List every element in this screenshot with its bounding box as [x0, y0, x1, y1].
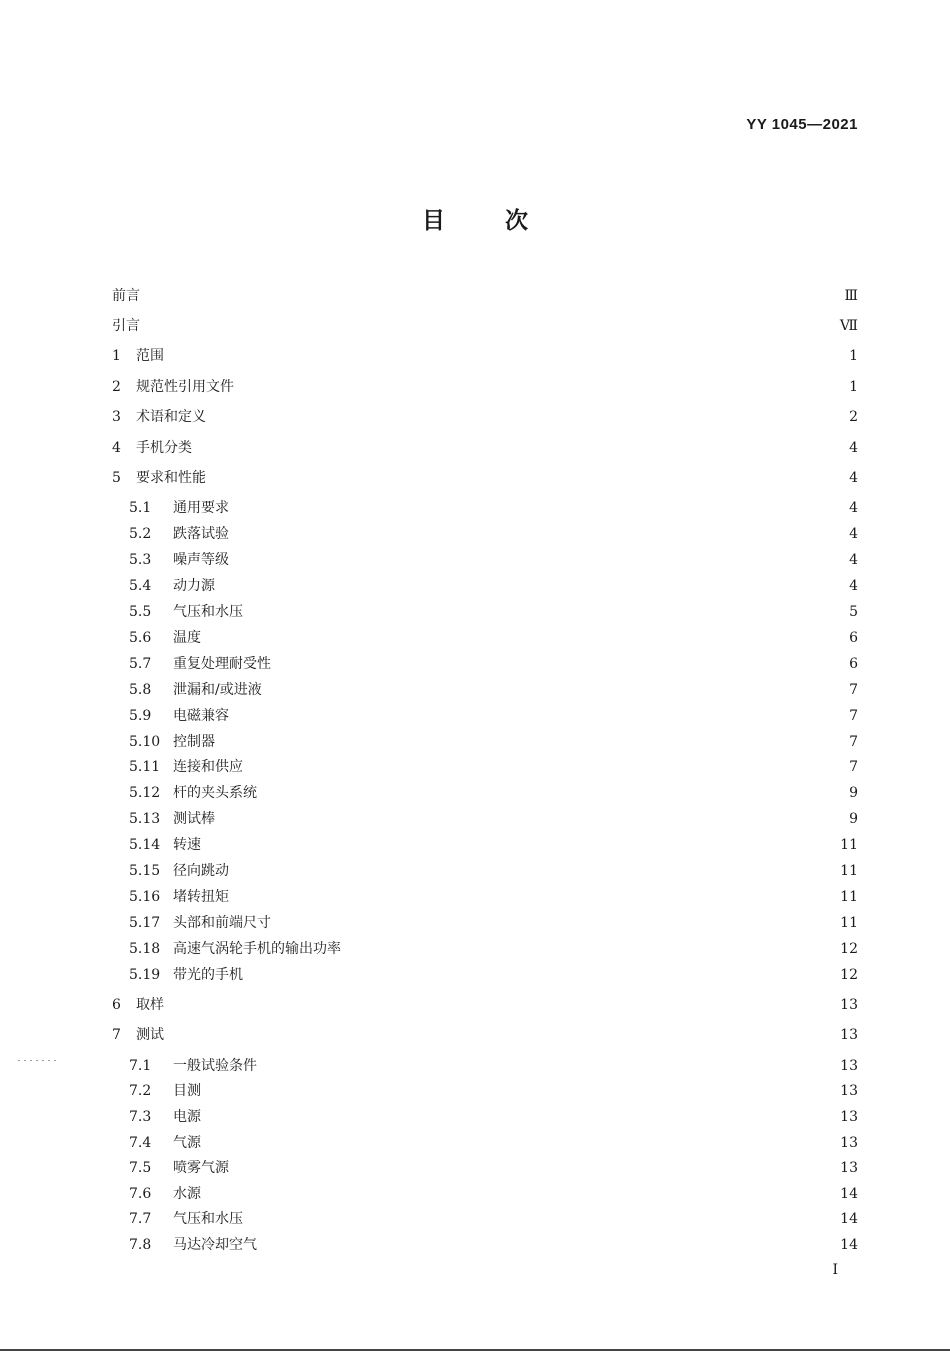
- dot-leader: [170, 346, 842, 366]
- toc-entry-title: 噪声等级: [173, 552, 229, 568]
- dot-leader: [170, 995, 834, 1015]
- toc-entry-title: 目测: [173, 1083, 201, 1099]
- page-number: I: [832, 1262, 838, 1278]
- toc-entry-title: 转速: [173, 837, 201, 853]
- dot-leader: [207, 835, 834, 855]
- toc-entry-title: 控制器: [173, 734, 215, 750]
- toc-entry[interactable]: [112, 1133, 858, 1153]
- toc-entry[interactable]: [112, 783, 858, 803]
- toc-entry-number: 5.2: [129, 526, 152, 542]
- toc-entry-page: 13: [840, 997, 858, 1013]
- toc-entry-number: 5.19: [129, 967, 161, 983]
- toc-entry-number: 7.2: [129, 1083, 152, 1099]
- toc-entry-title: 术语和定义: [136, 409, 206, 425]
- dot-leader: [263, 783, 842, 803]
- toc-entry[interactable]: [112, 468, 858, 488]
- dot-leader: [235, 498, 842, 518]
- toc-entry[interactable]: [112, 576, 858, 596]
- toc-entry[interactable]: [112, 654, 858, 674]
- dot-leader: [221, 809, 842, 829]
- dot-leader: [207, 628, 842, 648]
- dot-leader: [235, 550, 842, 570]
- toc-entry-number: 5: [112, 470, 121, 486]
- toc-entry-number: 7: [112, 1027, 121, 1043]
- dot-leader: [212, 468, 842, 488]
- dot-leader: [235, 706, 842, 726]
- toc-entry-page: 4: [849, 552, 858, 568]
- toc-entry-title: 通用要求: [173, 500, 229, 516]
- toc-entry-page: 9: [849, 811, 858, 827]
- toc-entry[interactable]: [112, 316, 858, 336]
- toc-entry[interactable]: [112, 1158, 858, 1178]
- toc-entry-number: 5.9: [129, 708, 152, 724]
- toc-entry-page: 7: [849, 682, 858, 698]
- toc-entry-page: 14: [840, 1211, 858, 1227]
- toc-entry-number: 5.17: [129, 915, 161, 931]
- toc-entry-number: 4: [112, 440, 121, 456]
- toc-entry-number: 7.4: [129, 1135, 152, 1151]
- toc-entry-page: 7: [849, 759, 858, 775]
- toc-entry[interactable]: [112, 602, 858, 622]
- toc-entry-number: 5.8: [129, 682, 152, 698]
- toc-entry-title: 头部和前端尺寸: [173, 915, 271, 931]
- dot-leader: [235, 524, 842, 544]
- toc-entry-number: 7.7: [129, 1211, 152, 1227]
- toc-entry-title: 电磁兼容: [173, 708, 229, 724]
- dot-leader: [207, 1133, 834, 1153]
- toc-entry-title: 取样: [136, 997, 164, 1013]
- toc-entry-number: 5.4: [129, 578, 152, 594]
- toc-entry-number: 5.6: [129, 630, 152, 646]
- toc-entry-page: 13: [840, 1083, 858, 1099]
- dot-leader: [207, 1184, 834, 1204]
- toc-entry[interactable]: [112, 377, 858, 397]
- toc-entry-number: 7.8: [129, 1237, 152, 1253]
- dot-leader: [146, 286, 838, 306]
- toc-entry-number: 1: [112, 348, 121, 364]
- toc-entry-number: 7.1: [129, 1058, 152, 1074]
- toc-entry-page: 13: [840, 1027, 858, 1043]
- toc-entry-title: 一般试验条件: [173, 1058, 257, 1074]
- toc-entry[interactable]: [112, 913, 858, 933]
- toc-entry[interactable]: [112, 1081, 858, 1101]
- scan-artifact: [18, 1060, 58, 1061]
- dot-leader: [277, 654, 842, 674]
- toc-entry-title: 重复处理耐受性: [173, 656, 271, 672]
- toc-entry-number: 5.12: [129, 785, 161, 801]
- toc-entry-title: 高速气涡轮手机的输出功率: [173, 941, 341, 957]
- toc-entry-number: 5.1: [129, 500, 152, 516]
- toc-entry[interactable]: [112, 524, 858, 544]
- dot-leader: [235, 861, 834, 881]
- toc-entry-page: 13: [840, 1109, 858, 1125]
- toc-entry-number: 7.5: [129, 1160, 152, 1176]
- toc-entry-number: 5.10: [129, 734, 161, 750]
- dot-leader: [240, 377, 842, 397]
- toc-entry[interactable]: [112, 1025, 858, 1045]
- dot-leader: [263, 1235, 834, 1255]
- toc-entry-title: 电源: [173, 1109, 201, 1125]
- toc-entry[interactable]: [112, 346, 858, 366]
- toc-entry-title: 泄漏和/或进液: [173, 682, 262, 698]
- toc-entry[interactable]: [112, 407, 858, 427]
- toc-entry-number: 5.5: [129, 604, 152, 620]
- toc-entry[interactable]: [112, 809, 858, 829]
- dot-leader: [146, 316, 834, 336]
- dot-leader: [170, 1025, 834, 1045]
- toc-entry-number: 5.11: [129, 759, 161, 775]
- toc-entry-page: 1: [849, 348, 858, 364]
- toc-entry[interactable]: [112, 1184, 858, 1204]
- toc-entry-title: 跌落试验: [173, 526, 229, 542]
- toc-entry-page: Ⅲ: [844, 288, 858, 304]
- toc-entry-title: 测试: [136, 1027, 164, 1043]
- toc-entry-page: 4: [849, 440, 858, 456]
- dot-leader: [207, 1081, 834, 1101]
- toc-entry-title: 气源: [173, 1135, 201, 1151]
- toc-entry[interactable]: [112, 995, 858, 1015]
- page-bottom-edge: [0, 1349, 950, 1351]
- toc-entry-page: 1: [849, 379, 858, 395]
- toc-entry-number: 6: [112, 997, 121, 1013]
- dot-leader: [221, 732, 842, 752]
- toc-entry-page: 12: [840, 941, 858, 957]
- toc-entry-page: 4: [849, 470, 858, 486]
- toc-entry-title: 堵转扭矩: [173, 889, 229, 905]
- toc-entry-number: 5.15: [129, 863, 161, 879]
- toc-entry-page: 7: [849, 708, 858, 724]
- toc-entry-title: 喷雾气源: [173, 1160, 229, 1176]
- title-char-1: 目: [422, 208, 445, 234]
- toc-entry[interactable]: [112, 861, 858, 881]
- toc-entry[interactable]: [112, 887, 858, 907]
- dot-leader: [277, 913, 834, 933]
- toc-entry[interactable]: [112, 628, 858, 648]
- toc-entry-number: 5.7: [129, 656, 152, 672]
- toc-entry[interactable]: [112, 438, 858, 458]
- dot-leader: [249, 602, 842, 622]
- toc-entry-page: 2: [849, 409, 858, 425]
- toc-entry-page: 11: [840, 837, 858, 853]
- toc-entry-page: 13: [840, 1135, 858, 1151]
- dot-leader: [263, 1056, 834, 1076]
- dot-leader: [221, 576, 842, 596]
- toc-entry[interactable]: [112, 732, 858, 752]
- toc-entry-title: 前言: [112, 288, 140, 304]
- toc-entry[interactable]: [112, 757, 858, 777]
- toc-entry[interactable]: [112, 965, 858, 985]
- toc-entry-title: 范围: [136, 348, 164, 364]
- toc-entry-title: 引言: [112, 318, 140, 334]
- toc-entry[interactable]: [112, 498, 858, 518]
- toc-entry-title: 要求和性能: [136, 470, 206, 486]
- toc-entry-title: 水源: [173, 1186, 201, 1202]
- toc-entry-title: 杆的夹头系统: [173, 785, 257, 801]
- toc-entry-page: 4: [849, 526, 858, 542]
- toc-entry-page: 5: [849, 604, 858, 620]
- toc-entry-page: 13: [840, 1160, 858, 1176]
- dot-leader: [212, 407, 842, 427]
- dot-leader: [235, 887, 834, 907]
- toc-entry[interactable]: [112, 1235, 858, 1255]
- toc-entry-page: 9: [849, 785, 858, 801]
- toc-entry[interactable]: [112, 550, 858, 570]
- toc-entry-title: 马达冷却空气: [173, 1237, 257, 1253]
- toc-entry-page: 6: [849, 630, 858, 646]
- dot-leader: [249, 965, 834, 985]
- dot-leader: [235, 1158, 834, 1178]
- toc-entry-title: 带光的手机: [173, 967, 243, 983]
- toc-entry-number: 3: [112, 409, 121, 425]
- toc-entry-title: 规范性引用文件: [136, 379, 234, 395]
- toc-entry-page: 11: [840, 915, 858, 931]
- dot-leader: [249, 757, 842, 777]
- toc-entry-page: 13: [840, 1058, 858, 1074]
- toc-entry-page: 4: [849, 578, 858, 594]
- toc-entry-number: 7.3: [129, 1109, 152, 1125]
- toc-entry-number: 5.16: [129, 889, 161, 905]
- toc-entry-number: 5.14: [129, 837, 161, 853]
- toc-entry-title: 温度: [173, 630, 201, 646]
- toc-entry-page: 12: [840, 967, 858, 983]
- toc-entry-number: 7.6: [129, 1186, 152, 1202]
- toc-entry-title: 手机分类: [136, 440, 192, 456]
- dot-leader: [249, 1209, 834, 1229]
- toc-entry[interactable]: [112, 680, 858, 700]
- toc-entry[interactable]: [112, 835, 858, 855]
- toc-entry[interactable]: [112, 1107, 858, 1127]
- title-char-2: 次: [505, 208, 528, 234]
- toc-entry-page: 6: [849, 656, 858, 672]
- toc-entry-page: 11: [840, 889, 858, 905]
- toc-entry-page: 11: [840, 863, 858, 879]
- toc-entry-title: 动力源: [173, 578, 215, 594]
- toc-entry-number: 5.13: [129, 811, 161, 827]
- page-title: [0, 202, 950, 235]
- toc-entry-title: 连接和供应: [173, 759, 243, 775]
- toc-entry-title: 气压和水压: [173, 1211, 243, 1227]
- toc-entry-page: 4: [849, 500, 858, 516]
- dot-leader: [198, 438, 842, 458]
- toc-entry-number: 2: [112, 379, 121, 395]
- toc-entry[interactable]: [112, 939, 858, 959]
- toc-entry-page: 14: [840, 1186, 858, 1202]
- toc-entry-page: Ⅶ: [839, 318, 858, 334]
- toc-entry[interactable]: [112, 706, 858, 726]
- toc-entry[interactable]: [112, 1056, 858, 1076]
- toc-entry-number: 5.3: [129, 552, 152, 568]
- toc-entry-page: 14: [840, 1237, 858, 1253]
- dot-leader: [207, 1107, 834, 1127]
- toc-entry-title: 径向跳动: [173, 863, 229, 879]
- dot-leader: [347, 939, 834, 959]
- toc-entry-title: 测试棒: [173, 811, 215, 827]
- toc-entry-title: 气压和水压: [173, 604, 243, 620]
- standard-number: YY 1045—2021: [746, 116, 858, 133]
- toc-entry[interactable]: [112, 286, 858, 306]
- toc-entry[interactable]: [112, 1209, 858, 1229]
- toc-entry-page: 7: [849, 734, 858, 750]
- dot-leader: [268, 680, 842, 700]
- toc-entry-number: 5.18: [129, 941, 161, 957]
